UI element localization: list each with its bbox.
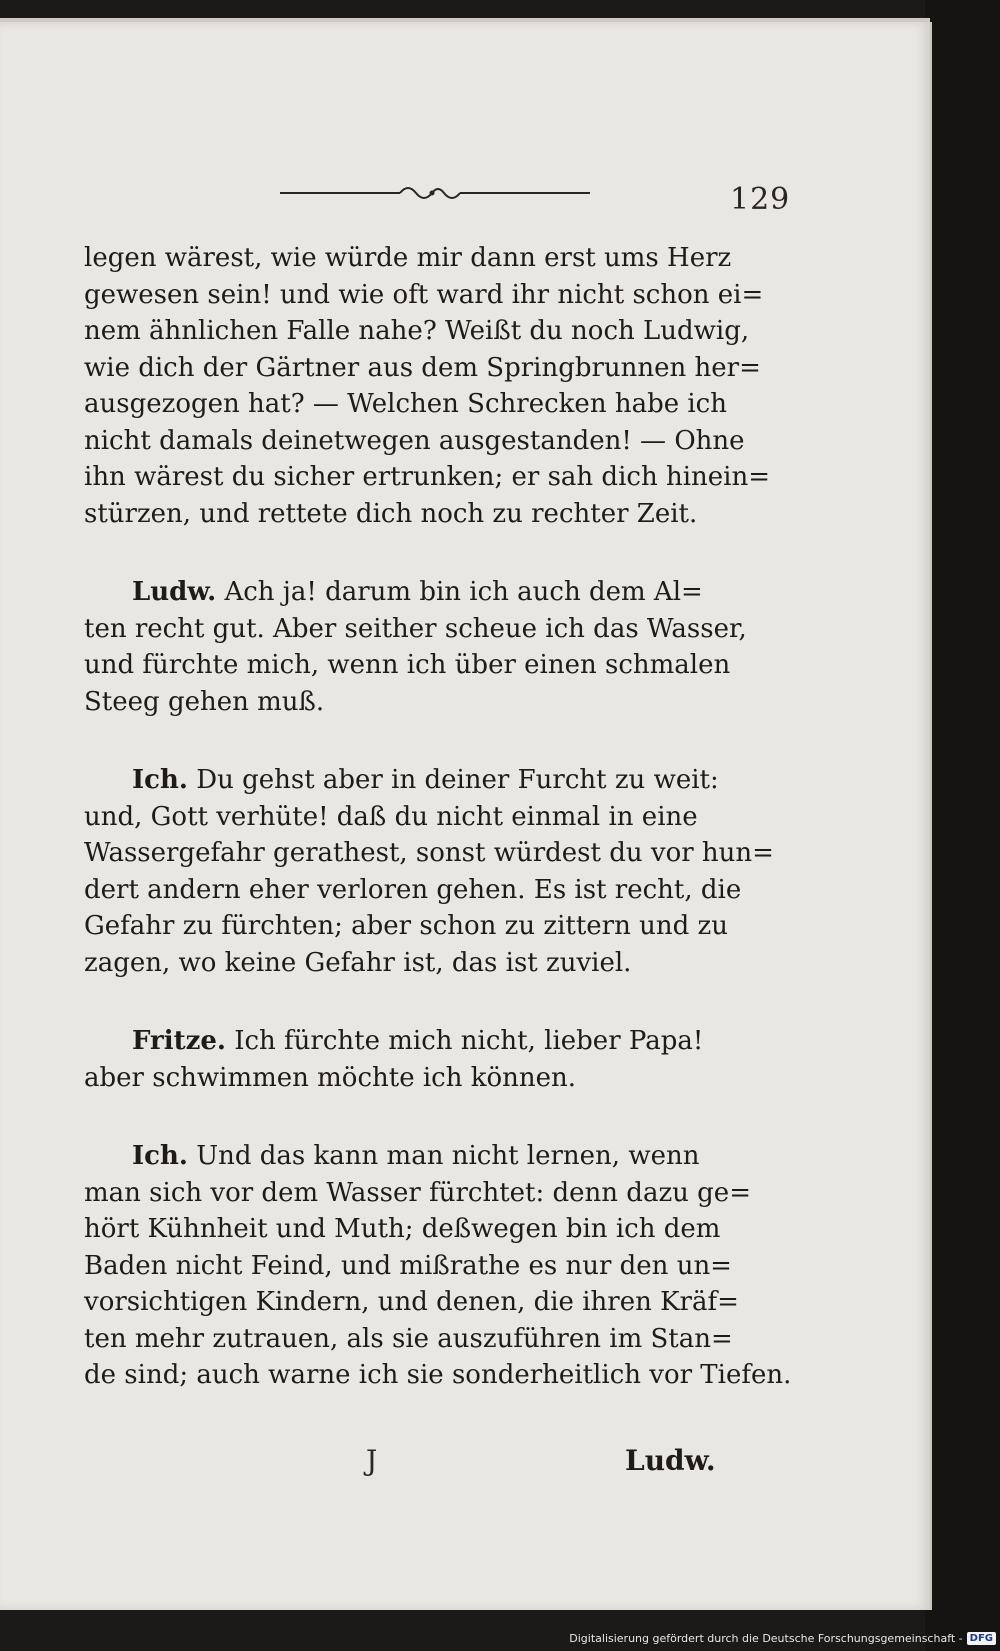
text-line: zagen, wo keine Gefahr ist, das ist zuviel.	[84, 947, 632, 978]
signature-mark: J	[366, 1444, 378, 1477]
text-line: Wassergefahr gerathest, sonst würdest du vor hun=	[84, 838, 774, 868]
line-text: Du gehst aber in deiner Furcht zu weit:	[196, 765, 719, 795]
text-line: man sich vor dem Wasser fürchtet: denn dazu ge=	[84, 1177, 751, 1208]
paragraph-2	[84, 574, 784, 720]
page-number: 129	[730, 182, 791, 217]
paragraph-4	[84, 1023, 784, 1096]
paragraph-3	[84, 762, 784, 981]
header-ornament	[280, 182, 590, 204]
text-line: Gefahr zu fürchten; aber schon zu zittern und zu	[84, 911, 728, 941]
text-line: ten recht gut. Aber seither scheue ich das Wasser,	[84, 613, 747, 644]
text-line	[84, 1138, 784, 1175]
text-line: legen wärest, wie würde mir dann erst ums Herz	[84, 243, 732, 273]
text-line: stürzen, und rettete dich noch zu rechter Zeit.	[84, 498, 698, 529]
body-text	[84, 240, 792, 1394]
text-line: de sind; auch warne ich sie sonderheitlich vor Tiefen.	[84, 1360, 792, 1390]
text-line: vorsichtigen Kindern, und denen, die ihren Kräf=	[84, 1287, 739, 1317]
scan-background	[925, 0, 1000, 1651]
dfg-logo: DFG	[967, 1632, 996, 1645]
speaker-label: Ludw.	[132, 577, 217, 607]
text-line: ausgezogen hat? — Welchen Schrecken habe ich	[84, 389, 727, 419]
text-line: Steeg gehen muß.	[84, 686, 325, 717]
catchword: Ludw.	[625, 1444, 716, 1477]
text-line	[84, 762, 784, 799]
speaker-label: Fritze.	[132, 1026, 226, 1056]
text-line	[84, 1023, 784, 1060]
speaker-label: Ich.	[132, 1141, 188, 1171]
speaker-label: Ich.	[132, 765, 188, 795]
paragraph-5	[84, 1138, 792, 1394]
line-text: Ach ja! darum bin ich auch dem Al=	[224, 577, 703, 607]
text-line: und, Gott verhüte! daß du nicht einmal in eine	[84, 801, 698, 832]
text-line: und fürchte mich, wenn ich über einen schmalen	[84, 650, 731, 680]
footer	[569, 1627, 996, 1649]
line-text: Ich fürchte mich nicht, lieber Papa!	[234, 1026, 704, 1056]
text-line: ihn wärest du sicher ertrunken; er sah dich hinein=	[84, 462, 770, 492]
text-line	[84, 574, 784, 611]
funding-notice: Digitalisierung gefördert durch die Deutsche Forschungsgemeinschaft -	[569, 1631, 963, 1645]
text-line: gewesen sein! und wie oft ward ihr nicht schon ei=	[84, 279, 764, 310]
text-line: ten mehr zutrauen, als sie auszuführen im Stan=	[84, 1323, 733, 1354]
book-page	[0, 22, 932, 1610]
text-line: nem ähnlichen Falle nahe? Weißt du noch Ludwig,	[84, 316, 750, 346]
text-line: dert andern eher verloren gehen. Es ist recht, die	[84, 874, 742, 905]
line-text: Und das kann man nicht lernen, wenn	[196, 1141, 700, 1171]
paragraph-1	[84, 240, 784, 532]
text-line: aber schwimmen möchte ich können.	[84, 1062, 577, 1093]
text-line: Baden nicht Feind, und mißrathe es nur den un=	[84, 1250, 732, 1281]
text-line: hört Kühnheit und Muth; deßwegen bin ich dem	[84, 1214, 721, 1244]
text-line: nicht damals deinetwegen ausgestanden! — Ohne	[84, 425, 745, 456]
text-line: wie dich der Gärtner aus dem Springbrunnen her=	[84, 352, 761, 383]
